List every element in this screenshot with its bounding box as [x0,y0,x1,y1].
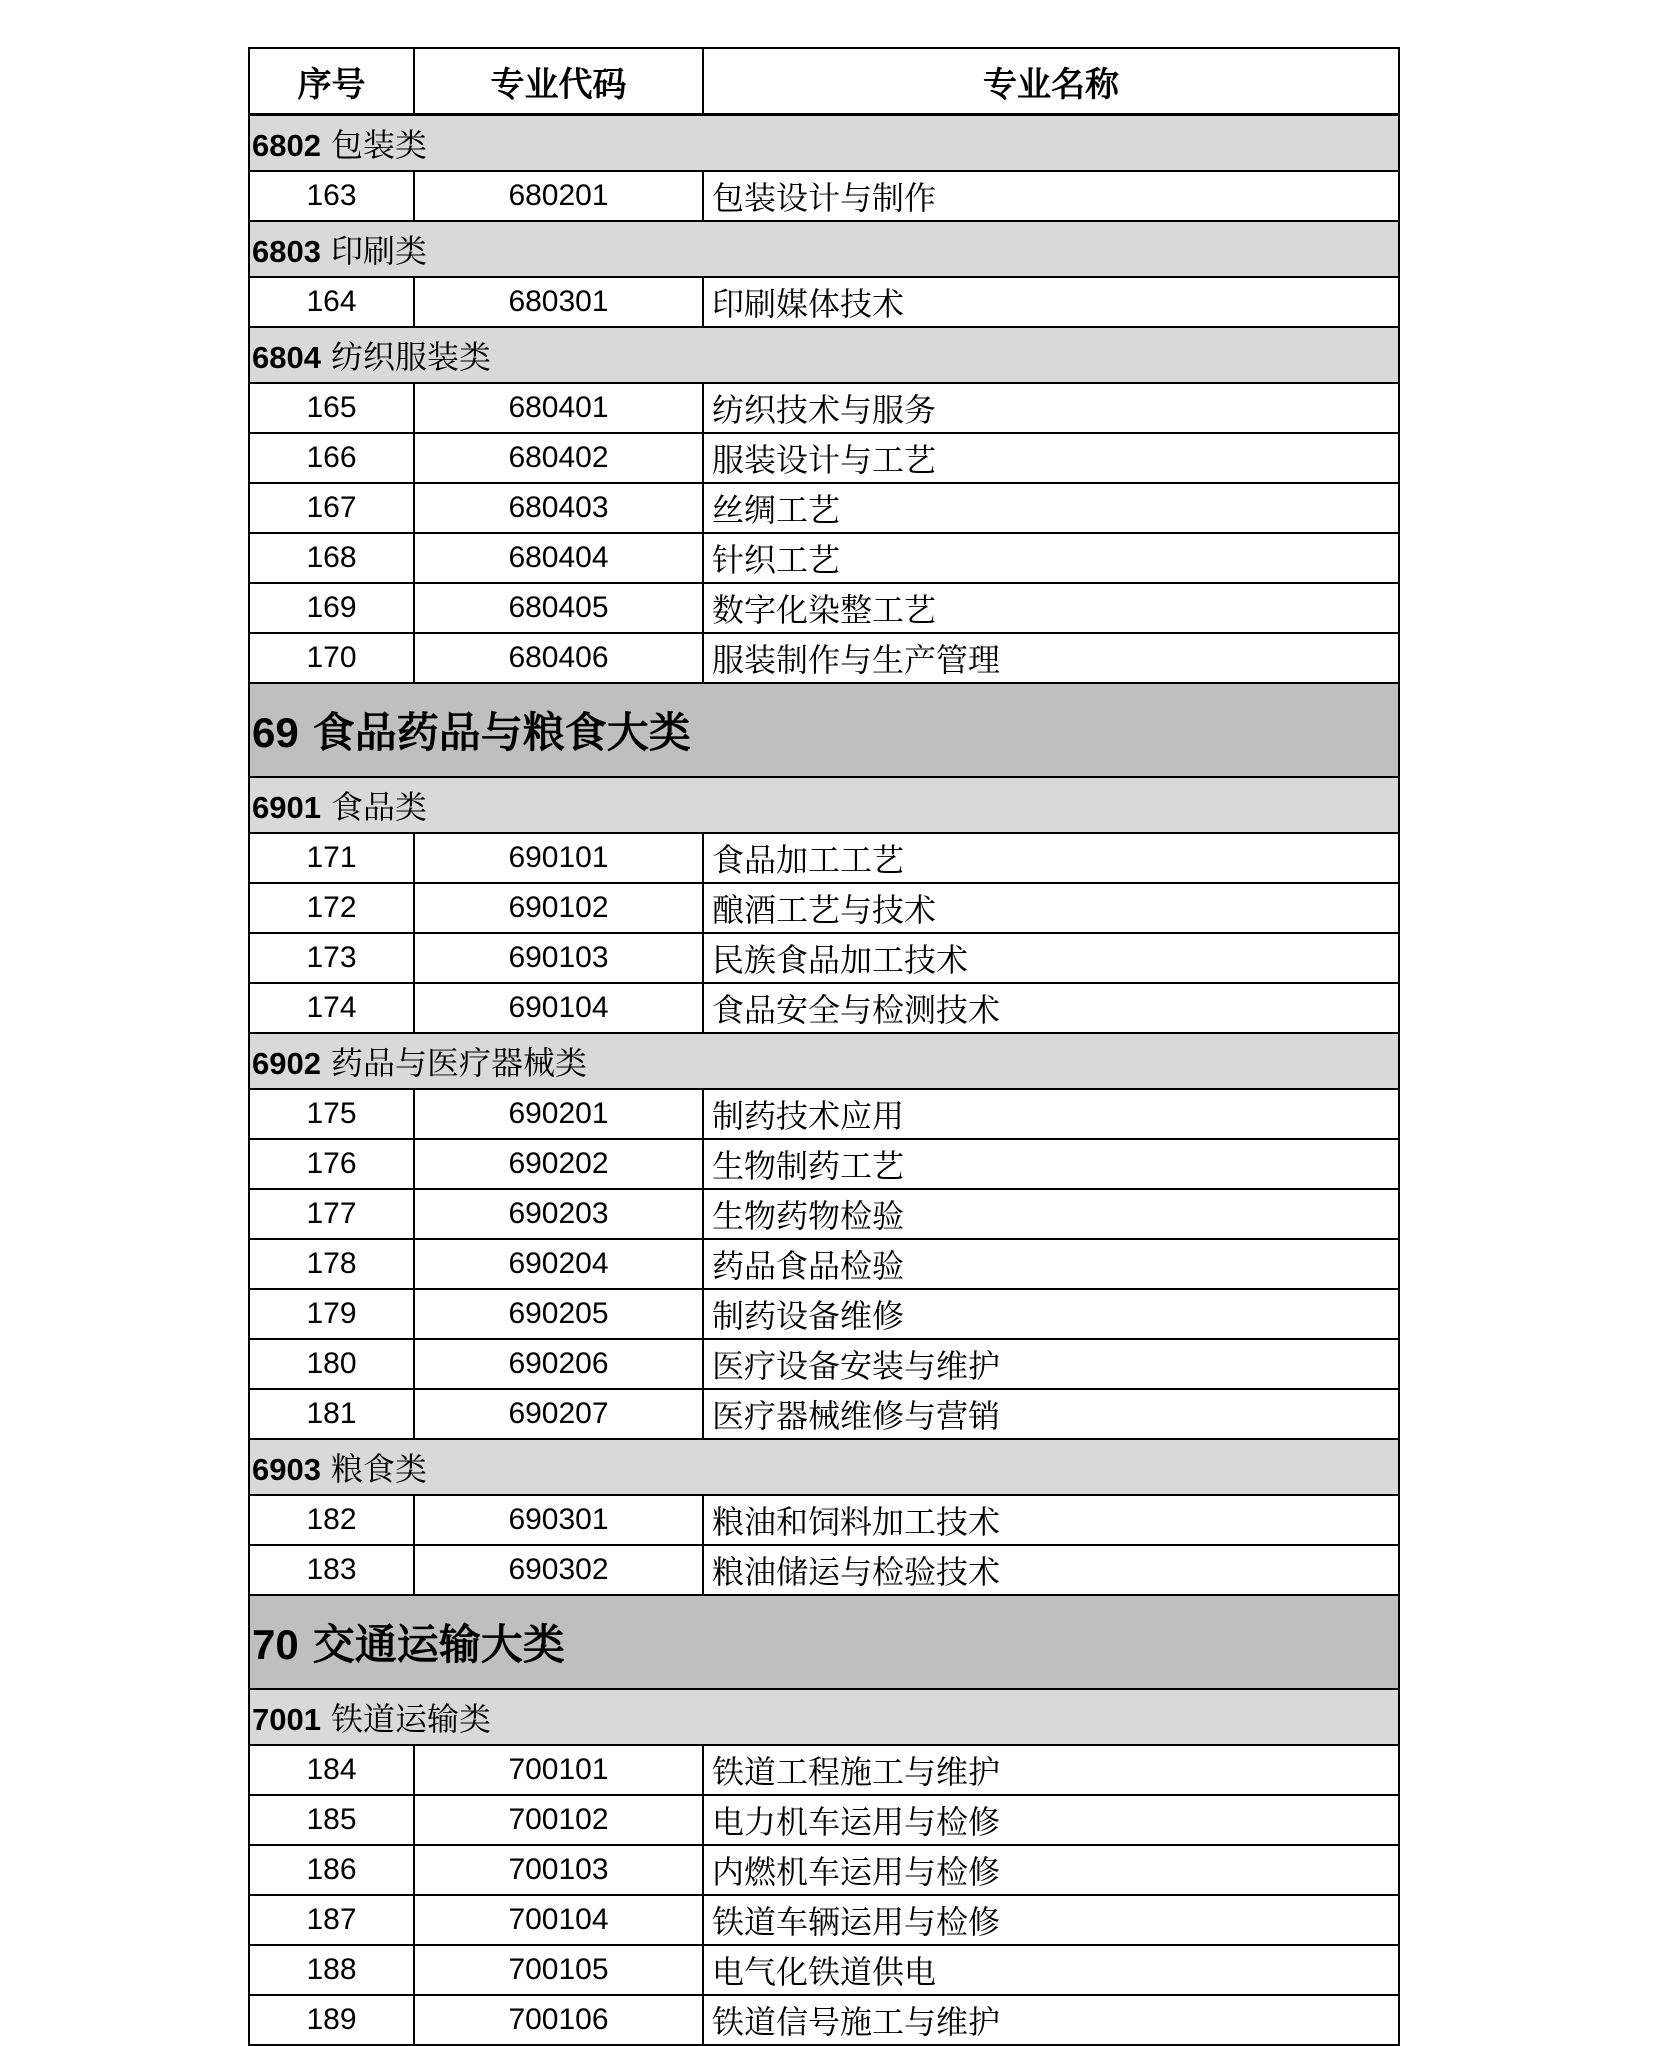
table-row [249,1089,1399,1139]
table-row [249,933,1399,983]
section-row-6902 [249,1033,1399,1089]
section-cell-6802 [249,115,1399,172]
row-168-seq: 168 [249,533,414,583]
table-row [249,983,1399,1033]
row-165-code: 680401 [414,383,703,433]
table-row [249,483,1399,533]
section-name: 印刷类 [330,233,427,269]
row-183-name: 粮油储运与检验技术 [703,1545,1399,1595]
row-179-seq: 179 [249,1289,414,1339]
row-179-name: 制药设备维修 [703,1289,1399,1339]
section-name: 包装类 [330,127,427,163]
row-188-name: 电气化铁道供电 [703,1945,1399,1995]
row-187-code: 700104 [414,1895,703,1945]
table-row [249,1795,1399,1845]
row-182-name: 粮油和饲料加工技术 [703,1495,1399,1545]
row-173-name: 民族食品加工技术 [703,933,1399,983]
col-header-name: 专业名称 [703,48,1399,115]
section-name: 铁道运输类 [330,1701,491,1737]
section-row-6804 [249,327,1399,383]
row-185-seq: 185 [249,1795,414,1845]
row-173-code: 690103 [414,933,703,983]
row-183-seq: 183 [249,1545,414,1595]
row-172-name: 酿酒工艺与技术 [703,883,1399,933]
row-189-seq: 189 [249,1995,414,2045]
row-184-seq: 184 [249,1745,414,1795]
row-184-code: 700101 [414,1745,703,1795]
table-row [249,171,1399,221]
row-183-code: 690302 [414,1545,703,1595]
table-row [249,533,1399,583]
table-row [249,583,1399,633]
row-187-seq: 187 [249,1895,414,1945]
table-row [249,383,1399,433]
section-code: 6804 [252,340,321,375]
row-178-name: 药品食品检验 [703,1239,1399,1289]
section-name: 纺织服装类 [330,339,491,375]
row-171-code: 690101 [414,833,703,883]
section-name: 粮食类 [330,1451,427,1487]
row-165-name: 纺织技术与服务 [703,383,1399,433]
section-row-6803 [249,221,1399,277]
row-180-code: 690206 [414,1339,703,1389]
row-178-seq: 178 [249,1239,414,1289]
row-186-name: 内燃机车运用与检修 [703,1845,1399,1895]
row-167-name: 丝绸工艺 [703,483,1399,533]
row-177-code: 690203 [414,1189,703,1239]
table-row [249,633,1399,683]
row-168-name: 针织工艺 [703,533,1399,583]
row-165-seq: 165 [249,383,414,433]
table-row [249,1139,1399,1189]
row-189-name: 铁道信号施工与维护 [703,1995,1399,2045]
document-page [248,47,1400,2046]
row-177-name: 生物药物检验 [703,1189,1399,1239]
table-row [249,1995,1399,2045]
row-175-seq: 175 [249,1089,414,1139]
row-178-code: 690204 [414,1239,703,1289]
row-188-seq: 188 [249,1945,414,1995]
row-181-name: 医疗器械维修与营销 [703,1389,1399,1439]
row-163-name: 包装设计与制作 [703,171,1399,221]
major-section-cell-70 [249,1595,1399,1689]
section-row-6903 [249,1439,1399,1495]
majors-table [248,47,1400,2046]
section-row-6802 [249,115,1399,172]
row-172-seq: 172 [249,883,414,933]
row-163-seq: 163 [249,171,414,221]
section-code: 6802 [252,128,321,163]
table-row [249,433,1399,483]
row-180-name: 医疗设备安装与维护 [703,1339,1399,1389]
section-name: 食品药品与粮食大类 [312,709,691,756]
section-code: 70 [252,1621,299,1668]
row-171-seq: 171 [249,833,414,883]
major-section-cell-69 [249,683,1399,777]
table-row [249,1289,1399,1339]
row-185-name: 电力机车运用与检修 [703,1795,1399,1845]
row-164-name: 印刷媒体技术 [703,277,1399,327]
table-row [249,1189,1399,1239]
row-176-seq: 176 [249,1139,414,1189]
section-cell-6803 [249,221,1399,277]
row-177-seq: 177 [249,1189,414,1239]
table-row [249,1389,1399,1439]
table-row [249,1845,1399,1895]
section-code: 6902 [252,1046,321,1081]
row-176-name: 生物制药工艺 [703,1139,1399,1189]
row-163-code: 680201 [414,171,703,221]
section-name: 药品与医疗器械类 [330,1045,587,1081]
row-182-seq: 182 [249,1495,414,1545]
row-185-code: 700102 [414,1795,703,1845]
section-row-7001 [249,1689,1399,1745]
table-row [249,1545,1399,1595]
header-row [249,48,1399,115]
section-code: 6803 [252,234,321,269]
section-name: 食品类 [330,789,427,825]
row-186-code: 700103 [414,1845,703,1895]
row-167-code: 680403 [414,483,703,533]
row-188-code: 700105 [414,1945,703,1995]
row-174-name: 食品安全与检测技术 [703,983,1399,1033]
table-body [249,115,1399,2046]
row-187-name: 铁道车辆运用与检修 [703,1895,1399,1945]
row-170-code: 680406 [414,633,703,683]
row-166-name: 服装设计与工艺 [703,433,1399,483]
section-code: 6901 [252,790,321,825]
row-169-name: 数字化染整工艺 [703,583,1399,633]
table-row [249,1239,1399,1289]
row-181-code: 690207 [414,1389,703,1439]
row-186-seq: 186 [249,1845,414,1895]
row-170-seq: 170 [249,633,414,683]
table-row [249,1339,1399,1389]
table-row [249,1945,1399,1995]
major-section-row-69 [249,683,1399,777]
row-179-code: 690205 [414,1289,703,1339]
row-164-seq: 164 [249,277,414,327]
row-175-name: 制药技术应用 [703,1089,1399,1139]
row-180-seq: 180 [249,1339,414,1389]
row-181-seq: 181 [249,1389,414,1439]
section-code: 6903 [252,1452,321,1487]
row-174-code: 690104 [414,983,703,1033]
section-cell-6903 [249,1439,1399,1495]
row-169-seq: 169 [249,583,414,633]
row-169-code: 680405 [414,583,703,633]
table-row [249,1895,1399,1945]
row-173-seq: 173 [249,933,414,983]
row-184-name: 铁道工程施工与维护 [703,1745,1399,1795]
section-cell-6902 [249,1033,1399,1089]
row-166-seq: 166 [249,433,414,483]
col-header-seq: 序号 [249,48,414,115]
table-row [249,1745,1399,1795]
row-182-code: 690301 [414,1495,703,1545]
row-166-code: 680402 [414,433,703,483]
row-171-name: 食品加工工艺 [703,833,1399,883]
table-row [249,1495,1399,1545]
row-174-seq: 174 [249,983,414,1033]
major-section-row-70 [249,1595,1399,1689]
section-row-6901 [249,777,1399,833]
section-cell-6901 [249,777,1399,833]
row-167-seq: 167 [249,483,414,533]
row-172-code: 690102 [414,883,703,933]
section-cell-6804 [249,327,1399,383]
table-row [249,883,1399,933]
section-cell-7001 [249,1689,1399,1745]
section-name: 交通运输大类 [312,1621,565,1668]
section-code: 69 [252,709,299,756]
row-170-name: 服装制作与生产管理 [703,633,1399,683]
row-189-code: 700106 [414,1995,703,2045]
row-176-code: 690202 [414,1139,703,1189]
row-175-code: 690201 [414,1089,703,1139]
row-168-code: 680404 [414,533,703,583]
table-row [249,833,1399,883]
section-code: 7001 [252,1702,321,1737]
row-164-code: 680301 [414,277,703,327]
table-row [249,277,1399,327]
col-header-code: 专业代码 [414,48,703,115]
